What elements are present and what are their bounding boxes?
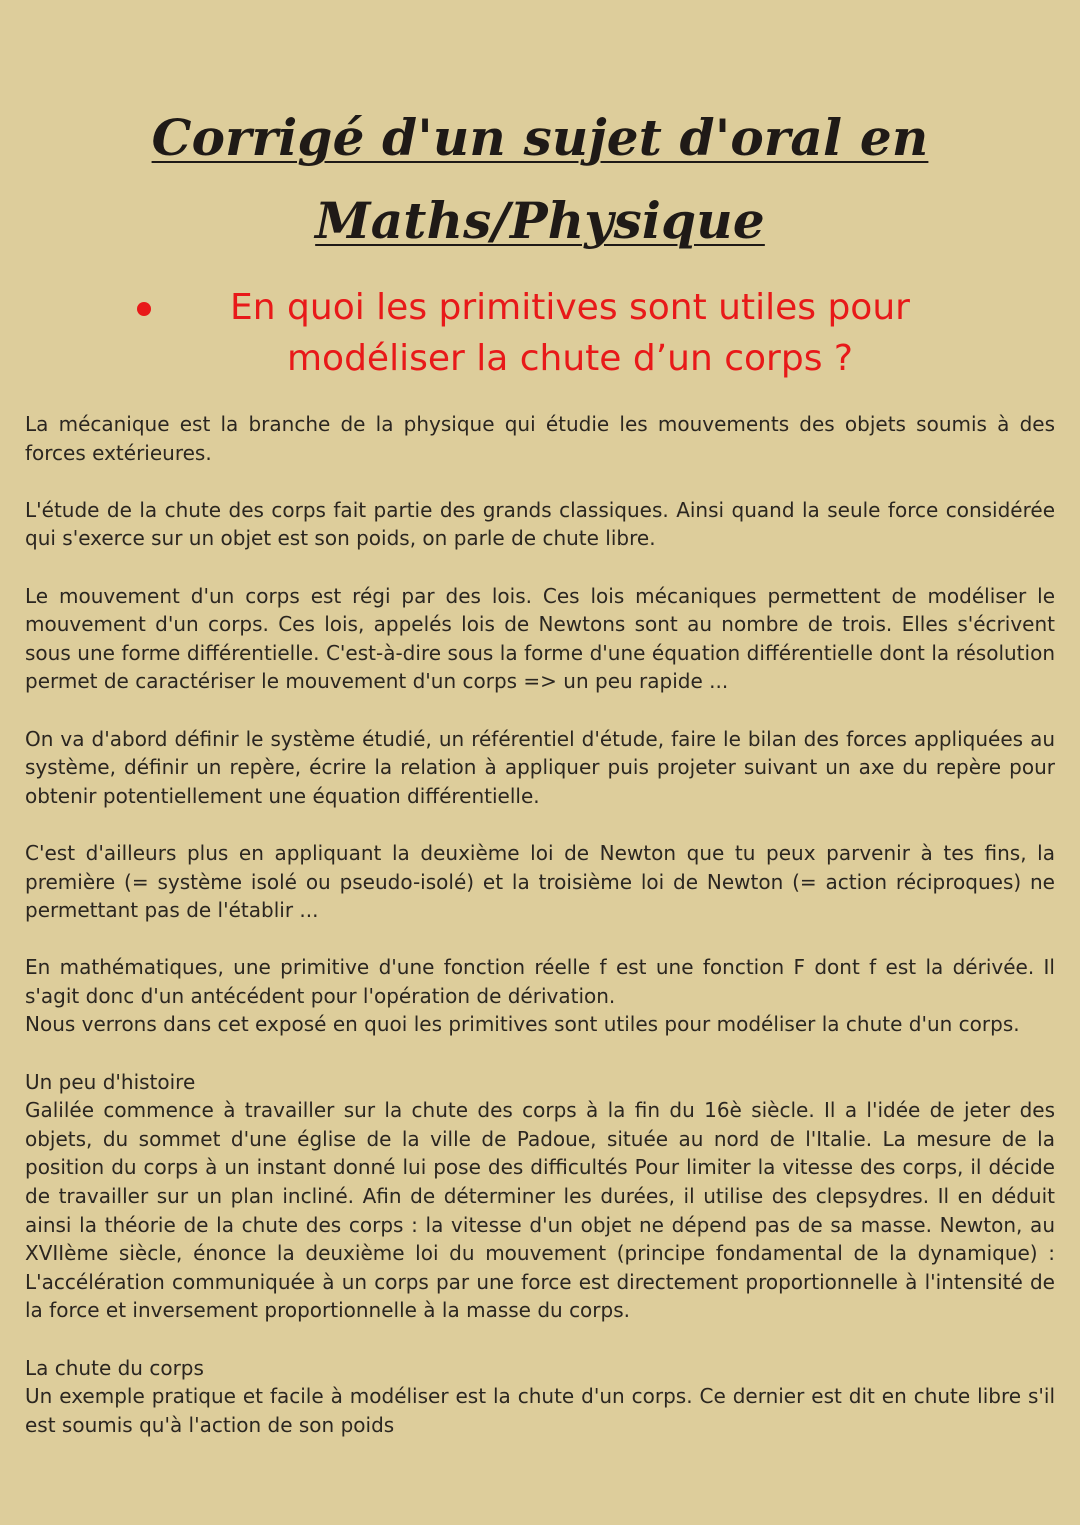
body-text	[25, 410, 1055, 1468]
section-heading-histoire: Un peu d'histoire	[25, 1069, 196, 1094]
paragraph-intro: La mécanique est la branche de la physique qui étudie les mouvements des objets soumis à des forces extérieures.	[25, 412, 1055, 465]
bullet-dot-icon	[137, 302, 151, 316]
paragraph-methode: On va d'abord définir le système étudié, un référentiel d'étude, faire le bilan des forces appliquées au système, définir un repère, écrire la relation à appliquer puis projeter suivant un axe du repère pour obtenir potentiellement une équation différentielle.	[25, 726, 1055, 808]
paragraph-lois: Le mouvement d'un corps est régi par des lois. Ces lois mécaniques permettent de modéliser le mouvement d'un corps. Ces lois, appelés lois de Newtons sont au nombre de trois. Elles s'écrivent sous une forme différentielle. C'est-à-dire sous la forme d'une équation différentielle dont la résolution permet de caractériser le mouvement d'un corps => un peu rapide ...	[25, 583, 1055, 694]
question-block	[0, 282, 1080, 392]
question-line-1: En quoi les primitives sont utiles pour	[230, 287, 910, 328]
paragraph-chute-corps: Un exemple pratique et facile à modéliser est la chute d'un corps. Ce dernier est dit en chute libre s'il est soumis qu'à l'action de son poids	[25, 1384, 1055, 1437]
page-title-line-1: Corrigé d'un sujet d'oral en	[151, 108, 929, 167]
paragraph-expose: Nous verrons dans cet exposé en quoi les primitives sont utiles pour modéliser la chute d'un corps.	[25, 1012, 1020, 1037]
paragraph-newton: C'est d'ailleurs plus en appliquant la deuxième loi de Newton que tu peux parvenir à tes fins, la première (= système isolé ou pseudo-isolé) et la troisième loi de Newton (= action réciproques) ne permettant pas de l'établir ...	[25, 840, 1055, 923]
paragraph-primitive: En mathématiques, une primitive d'une fonction réelle f est une fonction F dont f est la dérivée. Il s'agit donc d'un antécédent pour l'opération de dérivation.	[25, 955, 1055, 1008]
question-line-2: modéliser la chute d’un corps ?	[286, 338, 854, 379]
paragraph-histoire: Galilée commence à travailler sur la chute des corps à la fin du 16è siècle. Il a l'idée de jeter des objets, du sommet d'une église de la ville de Padoue, située au nord de l'Italie. La mesure de la position du corps à un instant donné lui pose des difficultés Pour limiter la vitesse des corps, il décide de travailler sur un plan incliné. Afin de déterminer les durées, il utilise des clepsydres. Il en déduit ainsi la théorie de la chute des corps : la vitesse d'un objet ne dépend pas de sa masse. Newton, au XVIIème siècle, énonce la deuxième loi du mouvement (principe fondamental de la dynamique) : L'accélération communiquée à un corps par une force est directement proportionnelle à l'intensité de la force et inversement proportionnelle à la masse du corps.	[25, 1098, 1055, 1323]
section-heading-chute: La chute du corps	[25, 1355, 204, 1380]
question-text	[215, 282, 925, 384]
page-title-line-2: Maths/Physique	[315, 191, 765, 250]
paragraph-chute-libre: L'étude de la chute des corps fait partie des grands classiques. Ainsi quand la seule force considérée qui s'exerce sur un objet est son poids, on parle de chute libre.	[25, 497, 1055, 551]
